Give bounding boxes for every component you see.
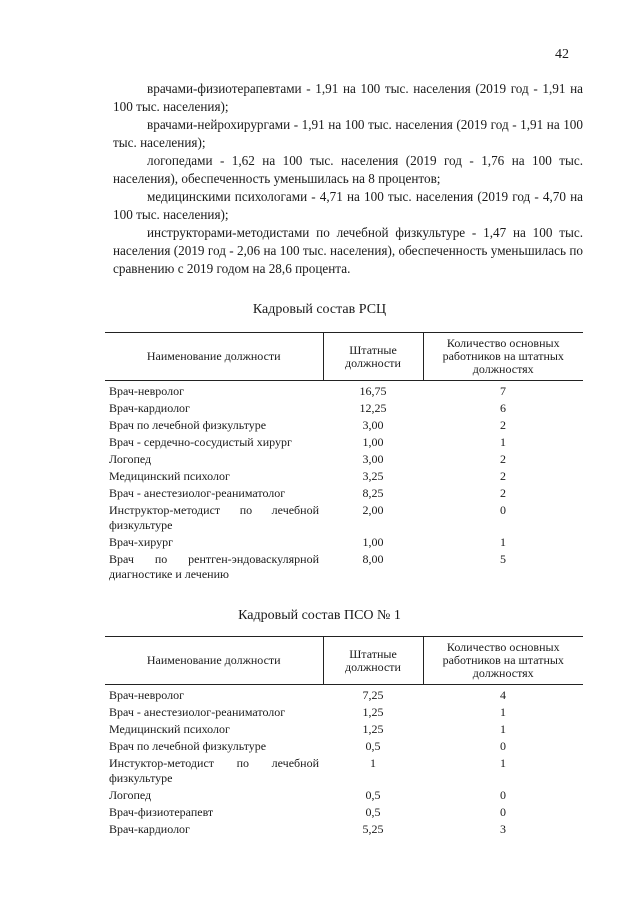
cell-position: Врач-кардиолог — [109, 822, 190, 836]
table-row — [105, 738, 583, 755]
cell-position: Врач по лечебной физкультуре — [109, 739, 267, 753]
table-title-rsc: Кадровый состав РСЦ — [252, 302, 387, 317]
cell-position: Врач-невролог — [109, 384, 185, 398]
page-number: 42 — [555, 47, 569, 62]
body-text — [113, 80, 583, 278]
staff-table-pso — [105, 636, 583, 838]
cell-employee-count: 2 — [500, 486, 506, 500]
cell-position: Врач-физиотерапевт — [109, 805, 214, 819]
column-header-position: Наименование должности — [105, 333, 323, 381]
paragraph: врачами-физиотерапевтами - 1,91 на 100 тыс. населения (2019 год - 1,91 на 100 тыс. населения); — [113, 81, 583, 114]
table-row — [105, 704, 583, 721]
table-row — [105, 755, 583, 787]
cell-position: Врач-кардиолог — [109, 401, 190, 415]
cell-staff-positions: 1,25 — [362, 705, 384, 719]
cell-staff-positions: 3,25 — [362, 469, 384, 483]
cell-position: Врач - сердечно-сосудистый хирург — [109, 435, 292, 449]
cell-position: Инстуктор-методист по лечебной физкультуре — [109, 756, 319, 785]
table-row — [105, 821, 583, 838]
table-row — [105, 485, 583, 502]
cell-position: Врач - анестезиолог-реаниматолог — [109, 705, 286, 719]
table-row — [105, 381, 583, 401]
cell-staff-positions: 0,5 — [365, 805, 381, 819]
cell-position: Логопед — [109, 788, 152, 802]
paragraph: логопедами - 1,62 на 100 тыс. населения (2019 год - 1,76 на 100 тыс. населения), обеспеченность уменьшилась на 8 процентов; — [113, 153, 583, 186]
cell-staff-positions: 16,75 — [359, 384, 387, 398]
table-row — [105, 434, 583, 451]
cell-employee-count: 0 — [500, 503, 506, 517]
table-row — [105, 804, 583, 821]
cell-staff-positions: 1,00 — [362, 435, 384, 449]
cell-employee-count: 1 — [500, 435, 506, 449]
cell-staff-positions: 2,00 — [362, 503, 384, 517]
cell-staff-positions: 5,25 — [362, 822, 384, 836]
column-header-staff-positions: Штатные должности — [323, 333, 423, 381]
cell-staff-positions: 3,00 — [362, 418, 384, 432]
table-title-pso: Кадровый состав ПСО № 1 — [238, 608, 401, 623]
table-row — [105, 787, 583, 804]
cell-staff-positions: 0,5 — [365, 788, 381, 802]
cell-staff-positions: 1,25 — [362, 722, 384, 736]
cell-position: Врач-хирург — [109, 535, 174, 549]
cell-position: Медицинский психолог — [109, 469, 230, 483]
table-header-row — [105, 333, 583, 381]
cell-employee-count: 1 — [500, 535, 506, 549]
cell-staff-positions: 0,5 — [365, 739, 381, 753]
table-row — [105, 534, 583, 551]
table-row — [105, 417, 583, 434]
table-row — [105, 502, 583, 534]
staff-table-rsc — [105, 332, 583, 583]
table-row — [105, 468, 583, 485]
table-row — [105, 400, 583, 417]
table-row — [105, 551, 583, 583]
cell-employee-count: 0 — [500, 788, 506, 802]
paragraph: врачами-нейрохирургами - 1,91 на 100 тыс. населения (2019 год - 1,91 на 100 тыс. населения); — [113, 117, 583, 150]
cell-staff-positions: 1,00 — [362, 535, 384, 549]
cell-staff-positions: 3,00 — [362, 452, 384, 466]
cell-position: Медицинский психолог — [109, 722, 230, 736]
cell-employee-count: 2 — [500, 418, 506, 432]
cell-employee-count: 2 — [500, 469, 506, 483]
column-header-employee-count: Количество основных работников на штатных должностях — [423, 333, 583, 381]
cell-position: Врач по лечебной физкультуре — [109, 418, 267, 432]
paragraph: медицинскими психологами - 4,71 на 100 тыс. населения (2019 год - 4,70 на 100 тыс. населения); — [113, 189, 583, 222]
cell-employee-count: 7 — [500, 384, 506, 398]
cell-position: Врач по рентген-эндоваскулярной диагностике и лечению — [109, 552, 319, 581]
table-row — [105, 721, 583, 738]
cell-position: Логопед — [109, 452, 152, 466]
cell-position: Инструктор-методист по лечебной физкультуре — [109, 503, 319, 532]
paragraph: инструкторами-методистами по лечебной физкультуре - 1,47 на 100 тыс. населения (2019 год - 2,06 на 100 тыс. населения), обеспеченность уменьшилась по сравнению с 2019 годом на 28,6 процента. — [113, 225, 583, 276]
cell-employee-count: 5 — [500, 552, 506, 566]
cell-staff-positions: 7,25 — [362, 688, 384, 702]
cell-employee-count: 3 — [500, 822, 506, 836]
table-row — [105, 451, 583, 468]
table-row — [105, 685, 583, 705]
column-header-position: Наименование должности — [105, 637, 323, 685]
cell-employee-count: 2 — [500, 452, 506, 466]
column-header-employee-count: Количество основных работников на штатных должностях — [423, 637, 583, 685]
cell-employee-count: 1 — [500, 705, 506, 719]
cell-employee-count: 4 — [500, 688, 506, 702]
cell-employee-count: 1 — [500, 756, 506, 770]
cell-employee-count: 1 — [500, 722, 506, 736]
cell-position: Врач - анестезиолог-реаниматолог — [109, 486, 286, 500]
cell-position: Врач-невролог — [109, 688, 185, 702]
cell-staff-positions: 12,25 — [359, 401, 387, 415]
cell-staff-positions: 1 — [370, 756, 376, 770]
column-header-staff-positions: Штатные должности — [323, 637, 423, 685]
cell-employee-count: 0 — [500, 805, 506, 819]
cell-staff-positions: 8,25 — [362, 486, 384, 500]
cell-employee-count: 0 — [500, 739, 506, 753]
cell-staff-positions: 8,00 — [362, 552, 384, 566]
cell-employee-count: 6 — [500, 401, 506, 415]
table-header-row — [105, 637, 583, 685]
